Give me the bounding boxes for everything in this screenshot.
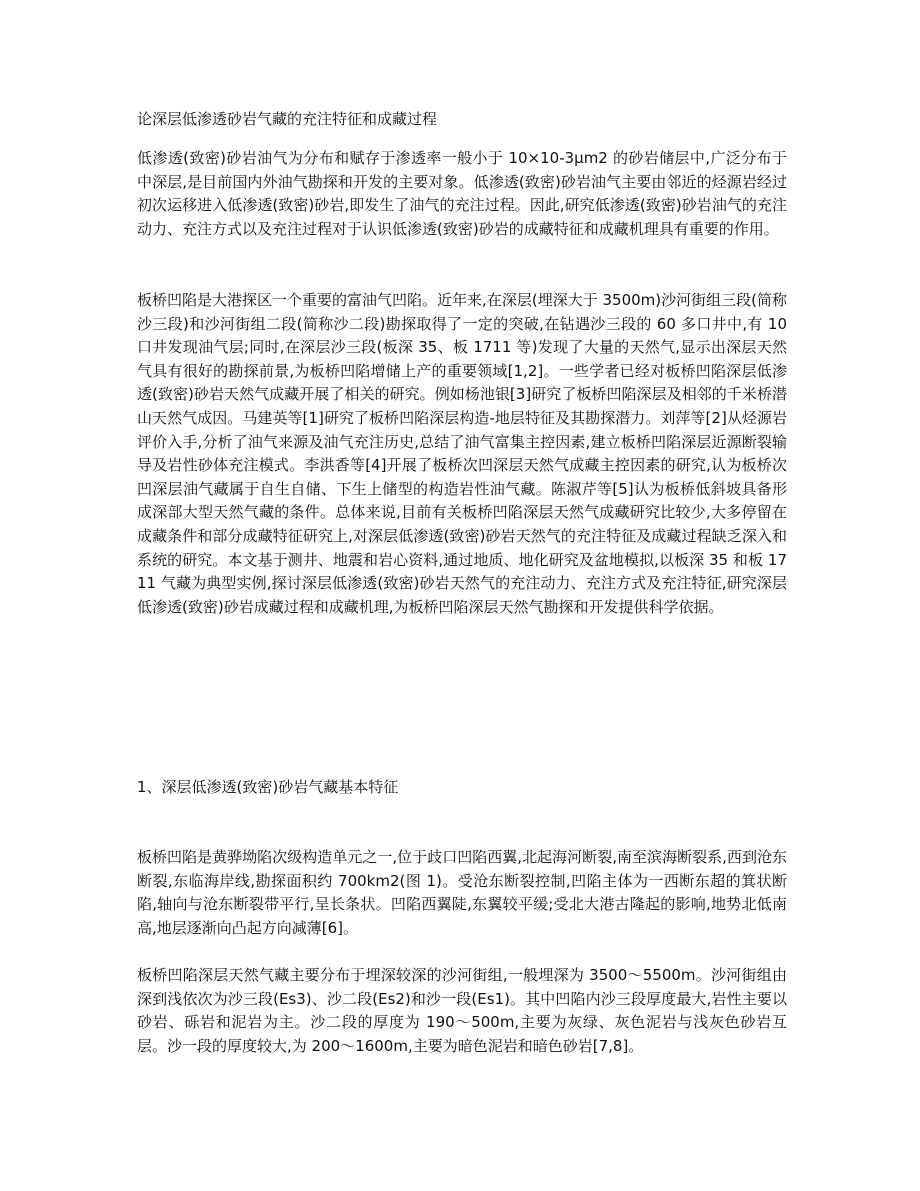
paragraph-intro: 低渗透(致密)砂岩油气为分布和赋存于渗透率一般小于 10×10-3μm2 的砂岩储层中,广泛分布于中深层,是目前国内外油气勘探和开发的主要对象。低渗透(致密)砂岩油气主要由邻近的烃源岩经过初次运移进入低渗透(致密)砂岩,即发生了油气的充注过程。因此,研究低渗透(致密)砂岩油气的充注动力、充注方式以及充注过程对于认识低渗透(致密)砂岩的成藏特征和成藏机理具有重要的作用。 (137, 149, 787, 238)
document-title: 论深层低渗透砂岩气藏的充注特征和成藏过程 (137, 110, 438, 128)
paragraph-background: 板桥凹陷是大港探区一个重要的富油气凹陷。近年来,在深层(埋深大于 3500m)沙河街组三段(简称沙三段)和沙河街组二段(简称沙二段)勘探取得了一定的突破,在钻遇沙三段的 60 多口井中,有 10 口井发现油气层;同时,在深层沙三段(板深 35、板 1711 等)发现了大量的天然气,显示出深层天然气具有很好的勘探前景,为板桥凹陷增储上产的重要领域[1,2]。一些学者已经对板桥凹陷深层低渗透(致密)砂岩天然气成藏开展了相关的研究。例如杨池银[3]研究了板桥凹陷深层及相邻的千米桥潜山天然气成因。马建英等[1]研究了板桥凹陷深层构造-地层特征及其勘探潜力。刘萍等[2]从烃源岩评价入手,分析了油气来源及油气充注历史,总结了油气富集主控因素,建立板桥凹陷深层近源断裂输导及岩性砂体充注模式。李洪香等[4]开展了板桥次凹深层天然气成藏主控因素的研究,认为板桥次凹深层油气藏属于自生自储、下生上储型的构造岩性油气藏。陈淑芹等[5]认为板桥低斜坡具备形成深部大型天然气藏的条件。总体来说,目前有关板桥凹陷深层天然气成藏研究比较少,大多停留在成藏条件和部分成藏特征研究上,对深层低渗透(致密)砂岩天然气的充注特征及成藏过程缺乏深入和系统的研究。本文基于测井、地震和岩心资料,通过地质、地化研究及盆地模拟,以板深 35 和板 1711 气藏为典型实例,探讨深层低渗透(致密)砂岩天然气的充注动力、充注方式及充注特征,研究深层低渗透(致密)砂岩成藏过程和成藏机理,为板桥凹陷深层天然气勘探和开发提供科学依据。 (137, 291, 787, 616)
paragraph-geology: 板桥凹陷是黄骅坳陷次级构造单元之一,位于歧口凹陷西翼,北起海河断裂,南至滨海断裂系,西到沧东断裂,东临海岸线,勘探面积约 700km2(图 1)。受沧东断裂控制,凹陷主体为一西断东超的箕状断陷,轴向与沧东断裂带平行,呈长条状。凹陷西翼陡,东翼较平缓;受北大港古隆起的影响,地势北低南高,地层逐渐向凸起方向减薄[6]。 (137, 848, 787, 937)
paragraph-strata: 板桥凹陷深层天然气藏主要分布于埋深较深的沙河街组,一般埋深为 3500～5500m。沙河街组由深到浅依次为沙三段(Es3)、沙二段(Es2)和沙一段(Es1)。其中凹陷内沙三段厚度最大,岩性主要以砂岩、砾岩和泥岩为主。沙二段的厚度为 190～500m,主要为灰绿、灰色泥岩与浅灰色砂岩互层。沙一段的厚度较大,为 200～1600m,主要为暗色泥岩和暗色砂岩[7,8]。 (137, 966, 787, 1055)
section-heading: 1、深层低渗透(致密)砂岩气藏基本特征 (137, 778, 399, 796)
